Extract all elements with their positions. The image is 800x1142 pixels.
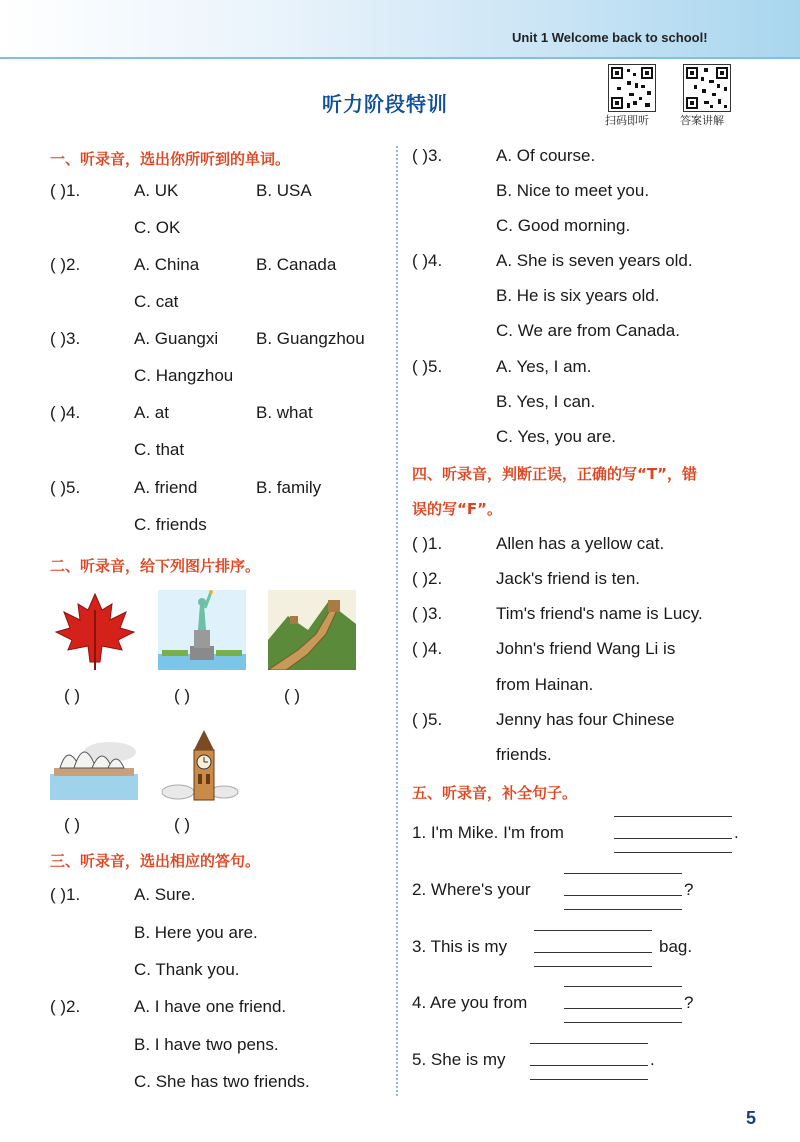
s1-q3-option-a: A. Guangxi	[134, 329, 219, 348]
s3-q5-option-c: C. Yes, you are.	[496, 427, 617, 446]
section1-heading: 一、听录音，选出你所听到的单词。	[50, 150, 291, 168]
s5-q2-suffix: ?	[684, 880, 694, 899]
s5-q3-blank-bottom[interactable]	[534, 966, 652, 967]
s1-q4-option-b: B. what	[256, 403, 313, 422]
s5-q3-blank-top[interactable]	[534, 930, 652, 931]
s3-q2-option-b: B. I have two pens.	[134, 1035, 279, 1054]
column-divider	[396, 146, 398, 1096]
s1-q1-option-b: B. USA	[256, 181, 312, 200]
s5-q1-prefix: 1. I'm Mike. I'm from	[412, 823, 564, 842]
s2-paren-2: ( )	[174, 686, 191, 705]
qr-caption-answers: 答案讲解	[680, 114, 724, 127]
s4-q3-number: ( )3.	[412, 604, 443, 623]
s5-q3-blank[interactable]	[534, 952, 652, 953]
s5-q4-suffix: ?	[684, 993, 694, 1012]
header-rule	[0, 57, 800, 59]
s1-q5-option-b: B. family	[256, 478, 322, 497]
s3-q2-option-a: A. I have one friend.	[134, 997, 287, 1016]
s1-q5-option-c: C. friends	[134, 515, 207, 534]
s1-q3-option-c: C. Hangzhou	[134, 366, 234, 385]
section5-heading: 五、听录音，补全句子。	[412, 784, 578, 802]
s5-q2-prefix: 2. Where's your	[412, 880, 531, 899]
s1-q4-option-a: A. at	[134, 403, 169, 422]
s3-q4-number: ( )4.	[412, 251, 443, 270]
s5-q2-blank-bottom[interactable]	[564, 909, 682, 910]
s4-q5-text-cont: friends.	[496, 745, 552, 764]
s5-q5-prefix: 5. She is my	[412, 1050, 506, 1069]
s1-q1-number: ( )1.	[50, 181, 81, 200]
s1-q2-option-a: A. China	[134, 255, 200, 274]
section4-heading-line2: 误的写“F”。	[412, 500, 502, 518]
s3-q1-option-b: B. Here you are.	[134, 923, 258, 942]
s2-paren-4: ( )	[64, 815, 81, 834]
section2-heading: 二、听录音，给下列图片排序。	[50, 557, 261, 575]
great-wall-picture	[268, 590, 356, 670]
s3-q1-option-c: C. Thank you.	[134, 960, 240, 979]
s4-q4-text: John's friend Wang Li is	[496, 639, 676, 658]
s4-q2-text: Jack's friend is ten.	[496, 569, 641, 588]
s3-q5-number: ( )5.	[412, 357, 443, 376]
s3-q2-number: ( )2.	[50, 997, 81, 1016]
s2-paren-1: ( )	[64, 686, 81, 705]
s4-q2-number: ( )2.	[412, 569, 443, 588]
qr-caption-listen: 扫码即听	[605, 114, 649, 127]
s2-paren-5: ( )	[174, 815, 191, 834]
s4-q4-number: ( )4.	[412, 639, 443, 658]
s1-q3-number: ( )3.	[50, 329, 81, 348]
s1-q1-option-a: A. UK	[134, 181, 179, 200]
s5-q5-blank[interactable]	[530, 1065, 648, 1066]
s1-q2-option-b: B. Canada	[256, 255, 337, 274]
s5-q5-blank-bottom[interactable]	[530, 1079, 648, 1080]
s5-q1-blank-top[interactable]	[614, 816, 732, 817]
qr-code-listen-icon[interactable]	[608, 64, 656, 112]
s3-q4-option-a: A. She is seven years old.	[496, 251, 693, 270]
s5-q1-blank-bottom[interactable]	[614, 852, 732, 853]
sydney-opera-house-picture	[50, 728, 138, 800]
s3-q1-number: ( )1.	[50, 885, 81, 904]
s3-q4-option-b: B. He is six years old.	[496, 286, 660, 305]
s4-q3-text: Tim's friend's name is Lucy.	[496, 604, 703, 623]
s4-q1-number: ( )1.	[412, 534, 443, 553]
s3-q5-option-b: B. Yes, I can.	[496, 392, 596, 411]
section4-heading-line1: 四、听录音，判断正误，正确的写“T”，错	[412, 465, 697, 483]
page-title: 听力阶段特训	[322, 92, 448, 116]
s1-q1-option-c: C. OK	[134, 218, 181, 237]
page-number: 5	[746, 1108, 757, 1128]
s3-q3-number: ( )3.	[412, 146, 443, 165]
s5-q4-blank-top[interactable]	[564, 986, 682, 987]
s4-q5-number: ( )5.	[412, 710, 443, 729]
section3-heading: 三、听录音，选出相应的答句。	[50, 852, 261, 870]
s3-q2-option-c: C. She has two friends.	[134, 1072, 310, 1091]
s5-q4-blank-bottom[interactable]	[564, 1022, 682, 1023]
s4-q1-text: Allen has a yellow cat.	[496, 534, 665, 553]
s3-q3-option-b: B. Nice to meet you.	[496, 181, 650, 200]
big-ben-picture	[160, 728, 240, 802]
s3-q3-option-a: A. Of course.	[496, 146, 596, 165]
header-band	[0, 0, 800, 58]
s3-q4-option-c: C. We are from Canada.	[496, 321, 680, 340]
s1-q4-number: ( )4.	[50, 403, 81, 422]
s5-q5-blank-top[interactable]	[530, 1043, 648, 1044]
s1-q2-number: ( )2.	[50, 255, 81, 274]
s1-q5-number: ( )5.	[50, 478, 81, 497]
s5-q3-suffix: bag.	[659, 937, 693, 956]
statue-of-liberty-picture	[158, 590, 246, 670]
s5-q1-blank[interactable]	[614, 838, 732, 839]
s5-q2-blank[interactable]	[564, 895, 682, 896]
s3-q5-option-a: A. Yes, I am.	[496, 357, 592, 376]
s2-paren-3: ( )	[284, 686, 301, 705]
s1-q2-option-c: C. cat	[134, 292, 179, 311]
qr-code-answers-icon[interactable]	[683, 64, 731, 112]
s5-q3-prefix: 3. This is my	[412, 937, 508, 956]
s5-q4-prefix: 4. Are you from	[412, 993, 528, 1012]
s5-q5-suffix: .	[650, 1050, 655, 1069]
s5-q1-suffix: .	[734, 823, 739, 842]
s1-q3-option-b: B. Guangzhou	[256, 329, 365, 348]
maple-leaf-picture	[50, 590, 140, 672]
s5-q2-blank-top[interactable]	[564, 873, 682, 874]
s4-q4-text-cont: from Hainan.	[496, 675, 594, 694]
s3-q1-option-a: A. Sure.	[134, 885, 196, 904]
unit-label: Unit 1 Welcome back to school!	[512, 30, 708, 45]
s4-q5-text: Jenny has four Chinese	[496, 710, 675, 729]
s3-q3-option-c: C. Good morning.	[496, 216, 631, 235]
s5-q4-blank[interactable]	[564, 1008, 682, 1009]
s1-q5-option-a: A. friend	[134, 478, 198, 497]
s1-q4-option-c: C. that	[134, 440, 185, 459]
